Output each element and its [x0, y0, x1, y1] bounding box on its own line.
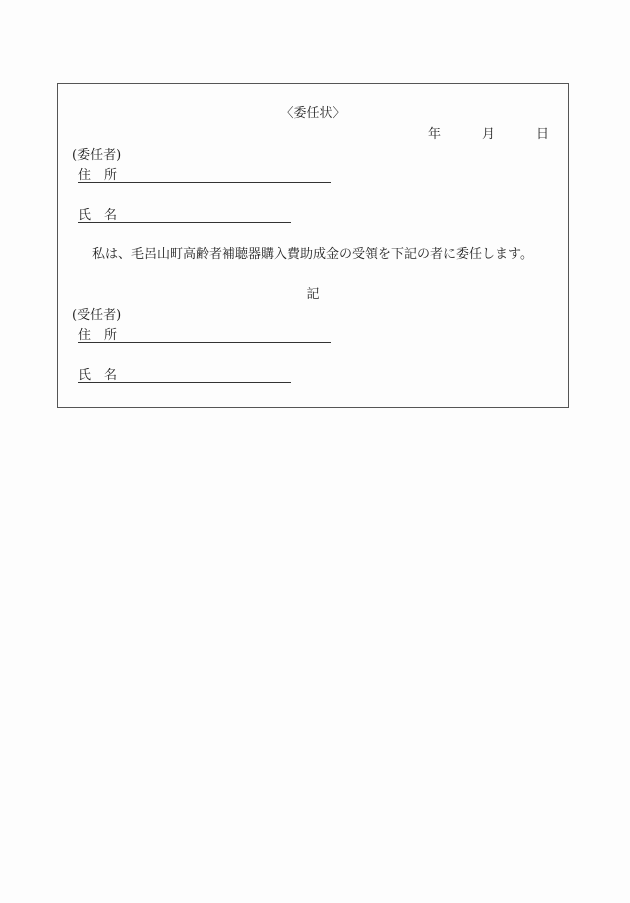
delegator-name-line[interactable]: [78, 222, 291, 223]
form-title: 〈委任状〉: [280, 106, 346, 121]
delegator-name-label: 氏 名: [78, 208, 118, 223]
delegator-address-line[interactable]: [78, 182, 331, 183]
delegatee-address-line[interactable]: [78, 342, 331, 343]
delegatee-name-line[interactable]: [78, 382, 291, 383]
date-month-label: 月: [482, 127, 496, 142]
delegatee-address-label: 住 所: [78, 328, 118, 343]
delegatee-header: (受任者): [72, 308, 122, 323]
proxy-statement: 私は、毛呂山町高齢者補聴器購入費助成金の受領を下記の者に委任します。: [92, 247, 533, 262]
date-year-label: 年: [428, 127, 442, 142]
delegator-address-label: 住 所: [78, 168, 118, 183]
record-heading: 記: [306, 287, 320, 302]
letter-of-proxy-form: [57, 83, 569, 408]
delegator-header: (委任者): [72, 148, 122, 163]
delegatee-name-label: 氏 名: [78, 368, 118, 383]
date-day-label: 日: [536, 127, 550, 142]
